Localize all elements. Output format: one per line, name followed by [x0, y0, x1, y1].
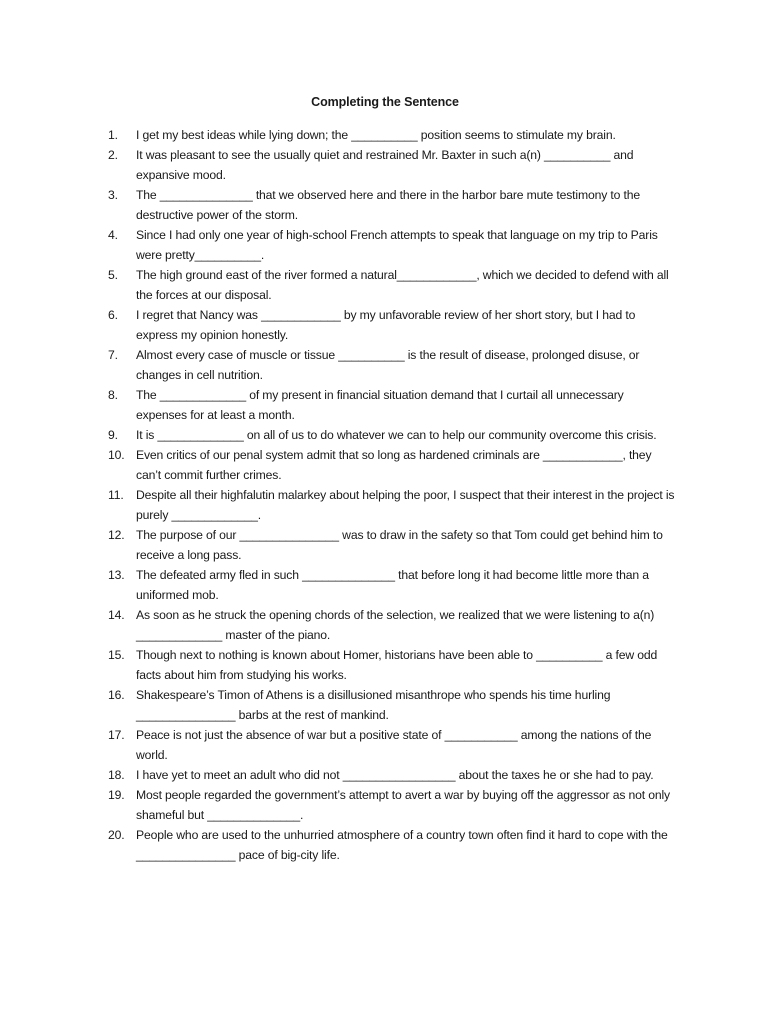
question-item [108, 605, 676, 645]
question-text: It was pleasant to see the usually quiet and restrained Mr. Baxter in such a(n) __________ and expansive mood. [136, 148, 634, 182]
question-text: Even critics of our penal system admit that so long as hardened criminals are ____________, they can’t commit further crimes. [136, 448, 652, 482]
question-text: Despite all their highfalutin malarkey about helping the poor, I suspect that their interest in the project is purely _____________. [136, 488, 675, 522]
question-text: Since I had only one year of high-school French attempts to speak that language on my trip to Paris were pretty__________. [136, 228, 658, 262]
question-number: 4. [108, 228, 118, 242]
question-item [108, 725, 676, 765]
question-item [108, 765, 676, 785]
question-number: 10. [108, 448, 125, 462]
question-number: 2. [108, 148, 118, 162]
question-number: 8. [108, 388, 118, 402]
question-number: 3. [108, 188, 118, 202]
question-item [108, 565, 676, 605]
question-text: The purpose of our _______________ was to draw in the safety so that Tom could get behind him to receive a long pass. [136, 528, 663, 562]
question-text: It is _____________ on all of us to do whatever we can to help our community overcome this crisis. [136, 428, 657, 442]
question-number: 9. [108, 428, 118, 442]
question-number: 19. [108, 788, 125, 802]
question-item [108, 145, 676, 185]
question-item [108, 825, 676, 865]
question-number: 7. [108, 348, 118, 362]
question-text: People who are used to the unhurried atmosphere of a country town often find it hard to cope with the _______________ pace of big-city life. [136, 828, 668, 862]
question-item [108, 125, 676, 145]
question-list [108, 125, 676, 865]
question-text: Though next to nothing is known about Homer, historians have been able to __________ a few odd facts about him from studying his works. [136, 648, 658, 682]
question-text: Almost every case of muscle or tissue __________ is the result of disease, prolonged disuse, or changes in cell nutrition. [136, 348, 640, 382]
question-item [108, 345, 676, 385]
question-number: 20. [108, 828, 125, 842]
question-number: 12. [108, 528, 125, 542]
question-number: 13. [108, 568, 125, 582]
question-text: I get my best ideas while lying down; the __________ position seems to stimulate my brain. [136, 128, 616, 142]
question-item [108, 685, 676, 725]
question-text: As soon as he struck the opening chords of the selection, we realized that we were listening to a(n) _____________ master of the piano. [136, 608, 655, 642]
question-number: 14. [108, 608, 125, 622]
question-item [108, 225, 676, 265]
question-number: 1. [108, 128, 118, 142]
question-text: I have yet to meet an adult who did not _________________ about the taxes he or she had to pay. [136, 768, 654, 782]
question-number: 17. [108, 728, 125, 742]
question-text: The _____________ of my present in financial situation demand that I curtail all unnecessary expenses for at least a month. [136, 388, 624, 422]
question-item [108, 485, 676, 525]
question-text: Peace is not just the absence of war but a positive state of ___________ among the nations of the world. [136, 728, 652, 762]
question-text: I regret that Nancy was ____________ by my unfavorable review of her short story, but I had to express my opinion honestly. [136, 308, 636, 342]
question-item [108, 265, 676, 305]
question-number: 5. [108, 268, 118, 282]
question-item [108, 385, 676, 425]
question-number: 18. [108, 768, 125, 782]
document-title: Completing the Sentence [311, 95, 459, 109]
question-number: 6. [108, 308, 118, 322]
question-item [108, 645, 676, 685]
question-item [108, 425, 676, 445]
question-text: The defeated army fled in such ______________ that before long it had become little more than a uniformed mob. [136, 568, 649, 602]
question-text: The high ground east of the river formed a natural____________, which we decided to defend with all the forces at our disposal. [136, 268, 669, 302]
question-item [108, 185, 676, 225]
question-item [108, 785, 676, 825]
question-item [108, 305, 676, 345]
question-item [108, 445, 676, 485]
question-text: Shakespeare’s Timon of Athens is a disillusioned misanthrope who spends his time hurling _______________ barbs at the rest of mankind. [136, 688, 611, 722]
question-number: 16. [108, 688, 125, 702]
question-text: Most people regarded the government’s attempt to avert a war by buying off the aggressor as not only shameful but ______________. [136, 788, 670, 822]
question-text: The ______________ that we observed here and there in the harbor bare mute testimony to the destructive power of the storm. [136, 188, 640, 222]
question-number: 11. [108, 488, 124, 502]
question-item [108, 525, 676, 565]
question-number: 15. [108, 648, 125, 662]
